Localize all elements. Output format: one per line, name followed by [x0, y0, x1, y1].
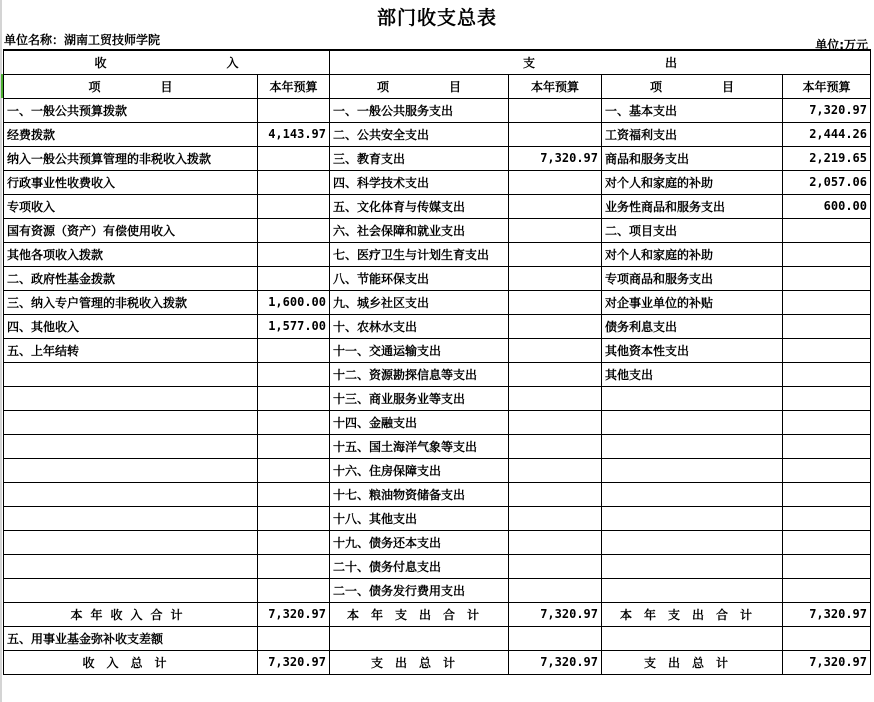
expense-func-budget-cell[interactable] [509, 578, 602, 602]
expense-func-item-cell[interactable]: 三、教育支出 [330, 146, 509, 170]
table-row [4, 386, 871, 410]
income-budget-cell[interactable] [258, 362, 330, 386]
expense-func-budget-cell[interactable] [509, 410, 602, 434]
income-item-cell[interactable] [4, 362, 258, 386]
income-budget-cell[interactable] [258, 98, 330, 122]
expense-func-budget-header: 本年预算 [509, 74, 602, 98]
table-row [4, 242, 871, 266]
expense-econ-item-cell[interactable] [602, 482, 783, 506]
expense-econ-item-cell[interactable]: 其他支出 [602, 362, 783, 386]
expense-econ-budget-cell[interactable] [783, 506, 871, 530]
income-budget-cell[interactable] [258, 482, 330, 506]
expense-econ-budget-cell[interactable]: 2,444.26 [783, 122, 871, 146]
expense-grand-total-value[interactable]: 7,320.97 [509, 650, 602, 674]
expense-func-item-header: 项 目 [330, 74, 509, 98]
table-row [4, 170, 871, 194]
expense-econ-budget-cell[interactable] [783, 290, 871, 314]
table-row [4, 530, 871, 554]
expense-econ-budget-cell[interactable] [783, 218, 871, 242]
expense-func-item-cell[interactable]: 十六、住房保障支出 [330, 458, 509, 482]
expense-econ-item-cell[interactable] [602, 386, 783, 410]
expense-econ-budget-cell[interactable]: 600.00 [783, 194, 871, 218]
column-header-row [4, 74, 871, 98]
expense-econ-item-cell[interactable]: 二、项目支出 [602, 218, 783, 242]
year-expense-econ-total-label[interactable]: 本年支出合计 [602, 602, 783, 626]
income-budget-cell[interactable] [258, 578, 330, 602]
income-item-cell[interactable] [4, 434, 258, 458]
table-row [4, 338, 871, 362]
income-budget-header: 本年预算 [258, 74, 330, 98]
fund-gap-empty-3[interactable] [602, 626, 783, 650]
expense-func-item-cell[interactable]: 六、社会保障和就业支出 [330, 218, 509, 242]
income-item-cell[interactable] [4, 410, 258, 434]
expense-econ-item-cell[interactable] [602, 578, 783, 602]
expense-func-budget-cell[interactable] [509, 338, 602, 362]
table-row [4, 458, 871, 482]
expense-econ-budget-cell[interactable] [783, 386, 871, 410]
table-row [4, 266, 871, 290]
expense-func-budget-cell[interactable] [509, 314, 602, 338]
income-budget-cell[interactable] [258, 338, 330, 362]
income-budget-cell[interactable] [258, 530, 330, 554]
expense-func-item-cell[interactable]: 七、医疗卫生与计划生育支出 [330, 242, 509, 266]
fund-gap-value[interactable] [258, 626, 330, 650]
expense-econ-grand-total-label[interactable]: 支出总计 [602, 650, 783, 674]
table-row [4, 314, 871, 338]
expense-func-item-cell[interactable]: 二十、债务付息支出 [330, 554, 509, 578]
expense-econ-item-cell[interactable]: 对个人和家庭的补助 [602, 242, 783, 266]
expense-func-budget-cell[interactable] [509, 98, 602, 122]
table-row [4, 194, 871, 218]
income-budget-cell[interactable] [258, 170, 330, 194]
expense-func-item-cell[interactable]: 五、文化体育与传媒支出 [330, 194, 509, 218]
income-item-cell[interactable]: 三、纳入专户管理的非税收入拨款 [4, 290, 258, 314]
expense-func-item-cell[interactable]: 十一、交通运输支出 [330, 338, 509, 362]
expense-econ-budget-cell[interactable] [783, 578, 871, 602]
table-row [4, 146, 871, 170]
expense-func-item-cell[interactable]: 十八、其他支出 [330, 506, 509, 530]
income-item-cell[interactable]: 其他各项收入拨款 [4, 242, 258, 266]
expense-econ-item-cell[interactable]: 商品和服务支出 [602, 146, 783, 170]
expense-func-item-cell[interactable]: 九、城乡社区支出 [330, 290, 509, 314]
income-budget-cell[interactable]: 4,143.97 [258, 122, 330, 146]
income-item-cell[interactable] [4, 530, 258, 554]
expense-econ-budget-cell[interactable] [783, 434, 871, 458]
expense-func-budget-cell[interactable] [509, 266, 602, 290]
expense-econ-budget-cell[interactable] [783, 266, 871, 290]
expense-func-item-cell[interactable]: 二一、债务发行费用支出 [330, 578, 509, 602]
expense-econ-item-cell[interactable] [602, 530, 783, 554]
income-budget-cell[interactable] [258, 434, 330, 458]
income-item-cell[interactable] [4, 506, 258, 530]
table-row [4, 410, 871, 434]
currency-unit-label: 单位:万元 [815, 38, 868, 52]
income-budget-cell[interactable] [258, 218, 330, 242]
fund-gap-empty-2[interactable] [509, 626, 602, 650]
fund-gap-label[interactable]: 五、用事业基金弥补收支差额 [4, 626, 258, 650]
expense-econ-item-cell[interactable]: 其他资本性支出 [602, 338, 783, 362]
income-budget-cell[interactable] [258, 242, 330, 266]
table-row [4, 554, 871, 578]
table-row [4, 122, 871, 146]
totals-row [4, 626, 871, 650]
expense-func-budget-cell[interactable] [509, 554, 602, 578]
expense-econ-item-cell[interactable]: 对个人和家庭的补助 [602, 170, 783, 194]
expense-econ-budget-cell[interactable] [783, 530, 871, 554]
income-budget-cell[interactable]: 1,577.00 [258, 314, 330, 338]
year-expense-total-label[interactable]: 本年支出合计 [330, 602, 509, 626]
expense-econ-budget-cell[interactable]: 2,057.06 [783, 170, 871, 194]
expense-func-budget-cell[interactable] [509, 506, 602, 530]
sheet-left-edge [0, 0, 2, 702]
income-item-cell[interactable] [4, 458, 258, 482]
income-group-header: 收 入 [4, 50, 330, 74]
income-budget-cell[interactable] [258, 146, 330, 170]
table-row [4, 290, 871, 314]
table-row [4, 98, 871, 122]
expense-econ-item-header: 项 目 [602, 74, 783, 98]
income-budget-cell[interactable] [258, 554, 330, 578]
income-budget-cell[interactable] [258, 266, 330, 290]
income-item-cell[interactable] [4, 482, 258, 506]
year-income-total-label[interactable]: 本年收入合计 [4, 602, 258, 626]
expense-econ-grand-total-value[interactable]: 7,320.97 [783, 650, 871, 674]
year-income-total-value[interactable]: 7,320.97 [258, 602, 330, 626]
expense-econ-budget-cell[interactable] [783, 554, 871, 578]
expense-func-budget-cell[interactable] [509, 362, 602, 386]
expense-func-item-cell[interactable]: 十七、粮油物资储备支出 [330, 482, 509, 506]
expense-func-item-cell[interactable]: 十九、债务还本支出 [330, 530, 509, 554]
expense-func-item-cell[interactable]: 十三、商业服务业等支出 [330, 386, 509, 410]
income-item-cell[interactable]: 五、上年结转 [4, 338, 258, 362]
table-row [4, 506, 871, 530]
table-row [4, 578, 871, 602]
table-row [4, 362, 871, 386]
income-item-header: 项 目 [4, 74, 258, 98]
expense-func-budget-cell[interactable] [509, 458, 602, 482]
expense-econ-budget-cell[interactable] [783, 314, 871, 338]
expense-func-item-cell[interactable]: 四、科学技术支出 [330, 170, 509, 194]
expense-group-header: 支 出 [330, 50, 871, 74]
expense-func-budget-cell[interactable] [509, 386, 602, 410]
expense-econ-budget-cell[interactable] [783, 362, 871, 386]
expense-func-item-cell[interactable]: 十五、国土海洋气象等支出 [330, 434, 509, 458]
expense-func-budget-cell[interactable]: 7,320.97 [509, 146, 602, 170]
income-budget-cell[interactable] [258, 458, 330, 482]
expense-econ-budget-cell[interactable] [783, 338, 871, 362]
expense-econ-item-cell[interactable] [602, 434, 783, 458]
income-item-cell[interactable]: 纳入一般公共预算管理的非税收入拨款 [4, 146, 258, 170]
income-item-cell[interactable] [4, 554, 258, 578]
expense-econ-item-cell[interactable] [602, 458, 783, 482]
group-header-row [4, 50, 871, 74]
expense-econ-budget-cell[interactable]: 2,219.65 [783, 146, 871, 170]
income-grand-total-value[interactable]: 7,320.97 [258, 650, 330, 674]
table-row [4, 434, 871, 458]
unit-name-label: 单位名称：湖南工贸技师学院 [4, 33, 161, 47]
expense-econ-budget-cell[interactable] [783, 242, 871, 266]
income-item-cell[interactable] [4, 386, 258, 410]
expense-func-budget-cell[interactable] [509, 122, 602, 146]
expense-econ-item-cell[interactable]: 对企事业单位的补贴 [602, 290, 783, 314]
table-row [4, 482, 871, 506]
expense-func-budget-cell[interactable] [509, 530, 602, 554]
income-item-cell[interactable]: 行政事业性收费收入 [4, 170, 258, 194]
expense-func-budget-cell[interactable] [509, 482, 602, 506]
expense-econ-item-cell[interactable]: 业务性商品和服务支出 [602, 194, 783, 218]
year-expense-econ-total-value[interactable]: 7,320.97 [783, 602, 871, 626]
expense-func-item-cell[interactable]: 一、一般公共服务支出 [330, 98, 509, 122]
income-item-cell[interactable] [4, 578, 258, 602]
expense-econ-item-cell[interactable] [602, 554, 783, 578]
expense-econ-budget-cell[interactable] [783, 410, 871, 434]
expense-econ-item-cell[interactable]: 债务利息支出 [602, 314, 783, 338]
expense-func-item-cell[interactable]: 二、公共安全支出 [330, 122, 509, 146]
page-title: 部门收支总表 [376, 7, 497, 29]
income-budget-cell[interactable]: 1,600.00 [258, 290, 330, 314]
budget-summary-table [3, 49, 871, 675]
totals-row [4, 602, 871, 626]
table-row [4, 218, 871, 242]
expense-func-item-cell[interactable]: 八、节能环保支出 [330, 266, 509, 290]
expense-econ-budget-cell[interactable] [783, 482, 871, 506]
expense-func-budget-cell[interactable] [509, 218, 602, 242]
expense-func-budget-cell[interactable] [509, 170, 602, 194]
expense-func-budget-cell[interactable] [509, 290, 602, 314]
expense-func-item-cell[interactable]: 十二、资源勘探信息等支出 [330, 362, 509, 386]
expense-econ-item-cell[interactable]: 专项商品和服务支出 [602, 266, 783, 290]
fund-gap-empty-4[interactable] [783, 626, 871, 650]
income-item-cell[interactable]: 一、一般公共预算拨款 [4, 98, 258, 122]
expense-func-budget-cell[interactable] [509, 434, 602, 458]
income-budget-cell[interactable] [258, 410, 330, 434]
expense-func-budget-cell[interactable] [509, 194, 602, 218]
income-item-cell[interactable]: 二、政府性基金拨款 [4, 266, 258, 290]
income-budget-cell[interactable] [258, 386, 330, 410]
fund-gap-empty-1[interactable] [330, 626, 509, 650]
expense-func-item-cell[interactable]: 十四、金融支出 [330, 410, 509, 434]
expense-econ-item-cell[interactable] [602, 506, 783, 530]
expense-econ-budget-cell[interactable] [783, 458, 871, 482]
income-item-cell[interactable]: 专项收入 [4, 194, 258, 218]
expense-econ-item-cell[interactable] [602, 410, 783, 434]
expense-econ-budget-header: 本年预算 [783, 74, 871, 98]
expense-func-budget-cell[interactable] [509, 242, 602, 266]
expense-econ-item-cell[interactable]: 一、基本支出 [602, 98, 783, 122]
income-item-cell[interactable]: 经费拨款 [4, 122, 258, 146]
expense-grand-total-label[interactable]: 支出总计 [330, 650, 509, 674]
expense-econ-budget-cell[interactable]: 7,320.97 [783, 98, 871, 122]
year-expense-total-value[interactable]: 7,320.97 [509, 602, 602, 626]
income-grand-total-label[interactable]: 收入总计 [4, 650, 258, 674]
expense-econ-item-cell[interactable]: 工资福利支出 [602, 122, 783, 146]
income-budget-cell[interactable] [258, 194, 330, 218]
income-budget-cell[interactable] [258, 506, 330, 530]
income-item-cell[interactable]: 四、其他收入 [4, 314, 258, 338]
totals-row [4, 650, 871, 674]
income-item-cell[interactable]: 国有资源（资产）有偿使用收入 [4, 218, 258, 242]
expense-func-item-cell[interactable]: 十、农林水支出 [330, 314, 509, 338]
